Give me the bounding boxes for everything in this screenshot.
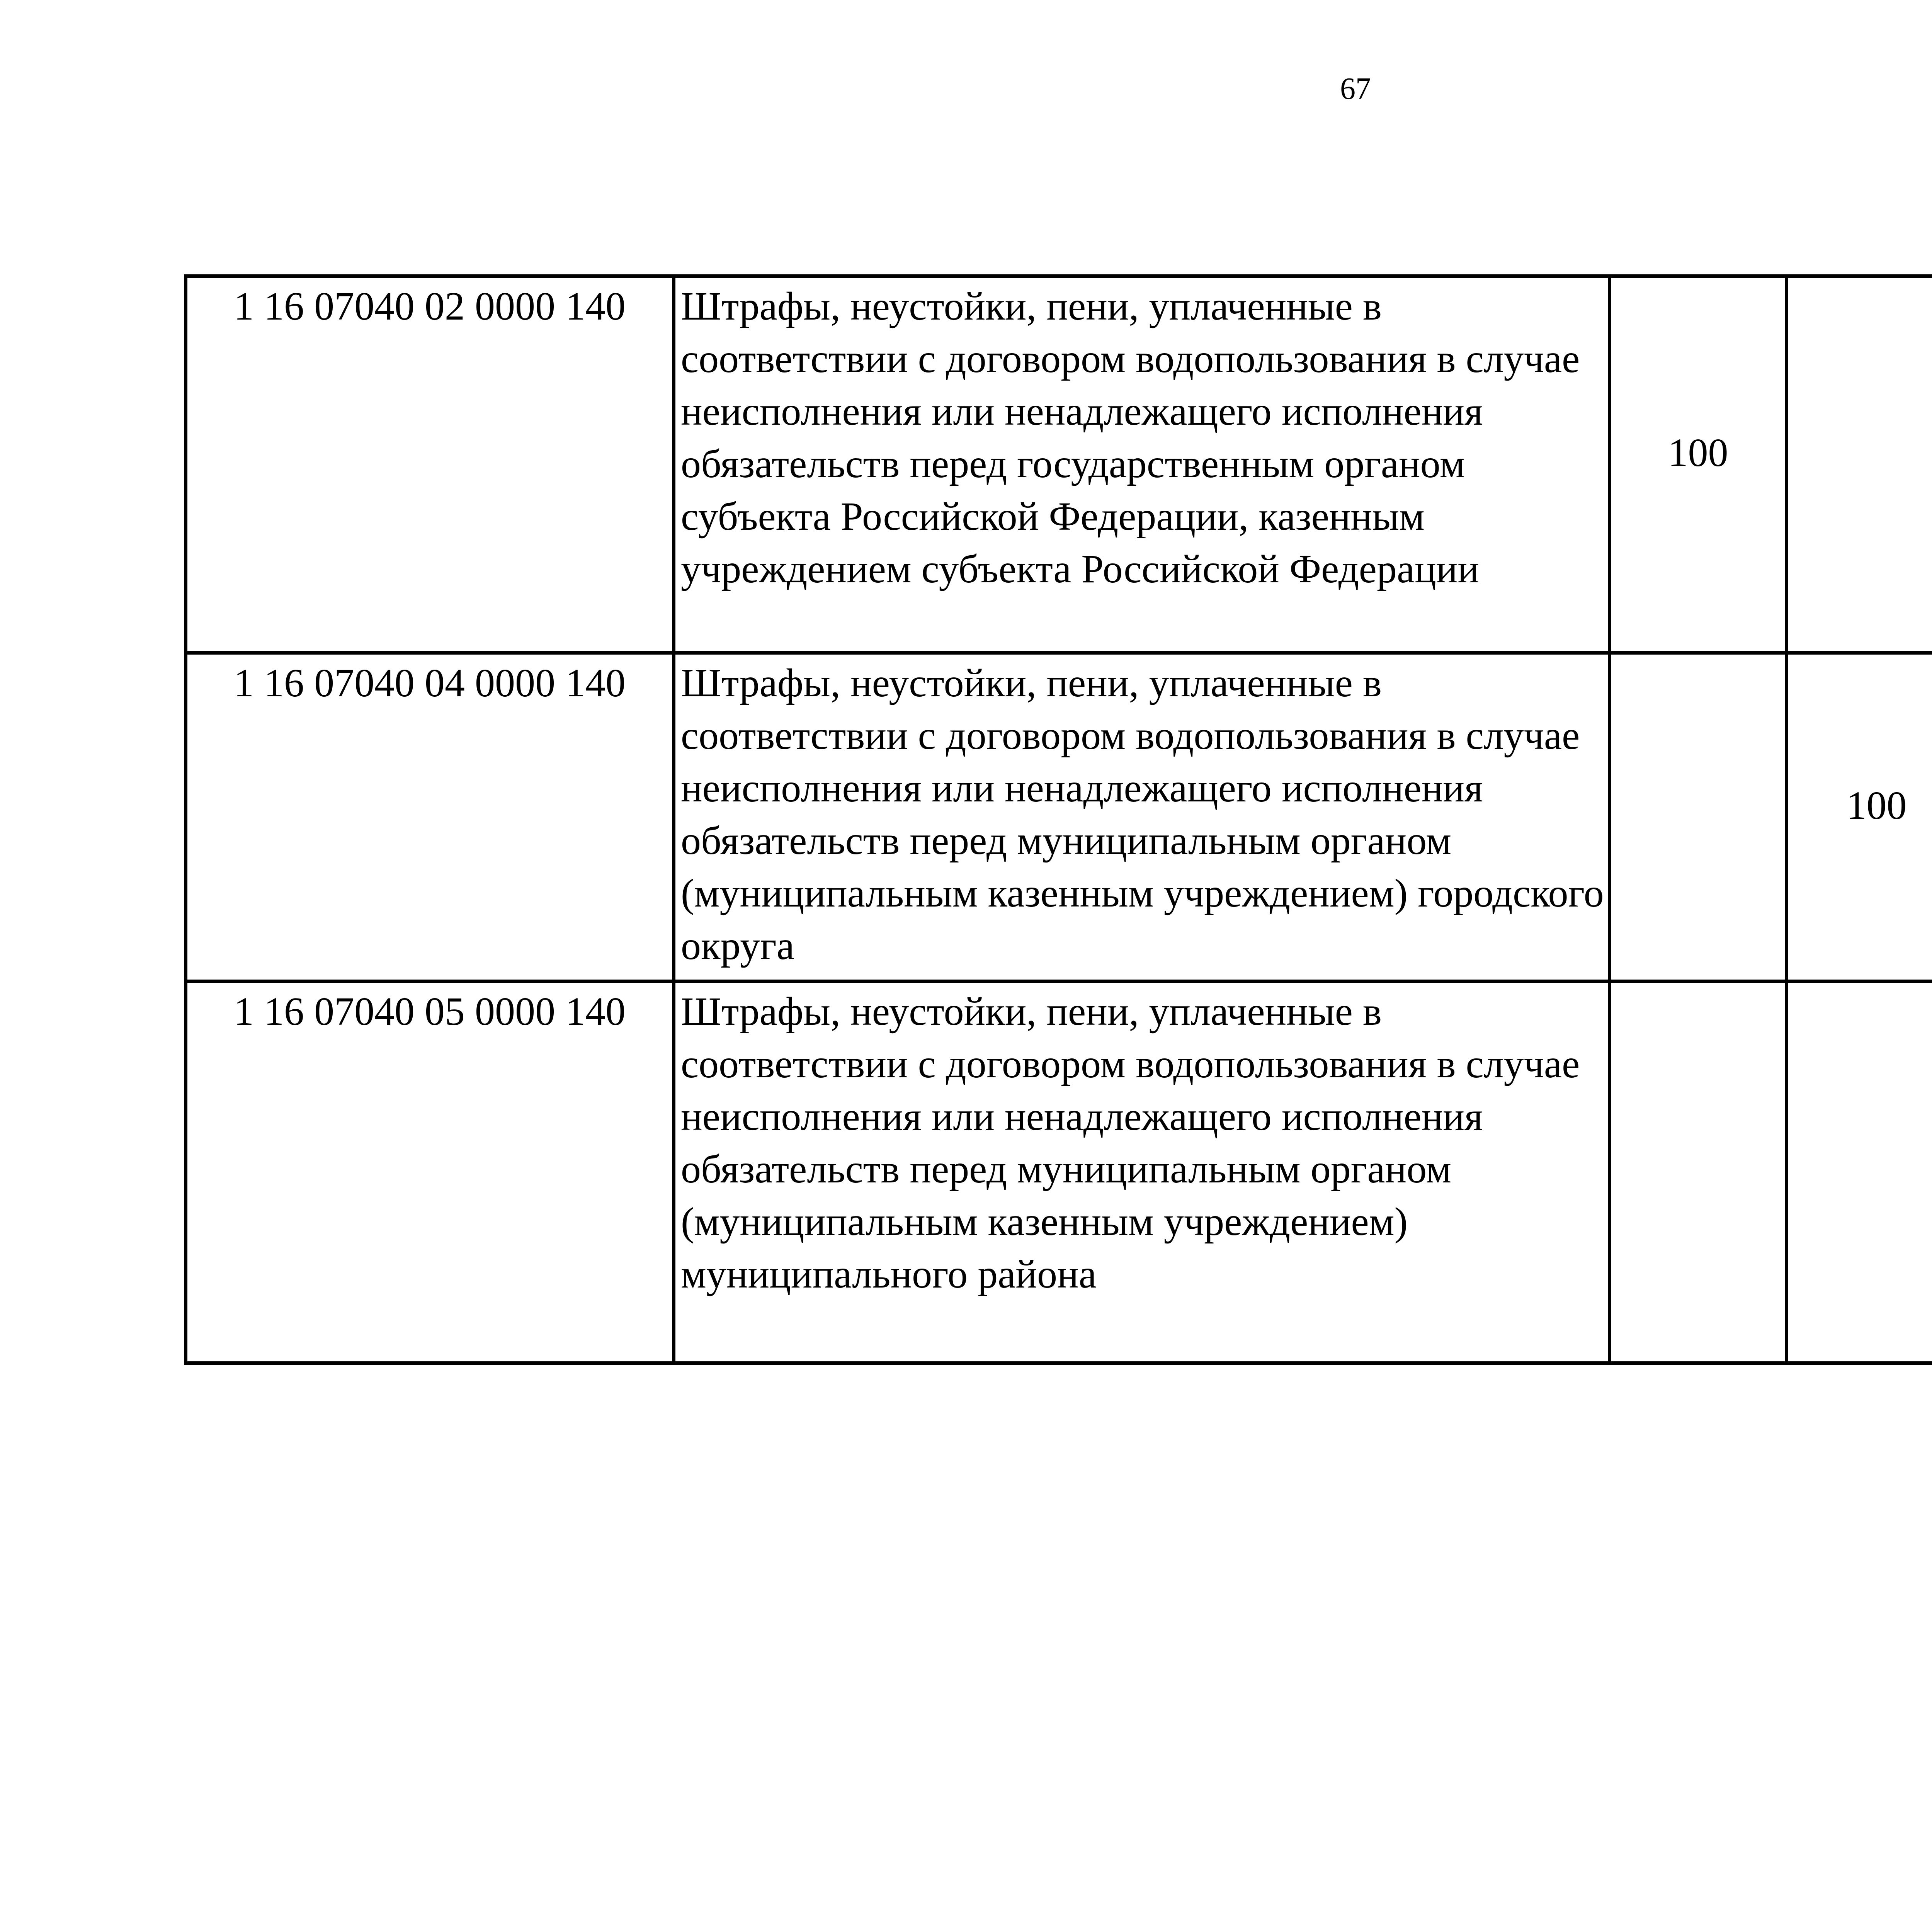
value-cell-2 (1787, 276, 1932, 653)
table-row (186, 653, 1932, 981)
value-cell-1 (1610, 653, 1787, 981)
income-description-cell: Штрафы, неустойки, пени, уплаченные в соответствии с договором водопользования в случае неисполнения или ненадлежащего исполнения обязательств перед муниципальным органом (муниципальным казенным учреждением) муниципального района (674, 981, 1610, 1363)
budget-classification-table (184, 274, 1932, 1365)
value-cell-2: 100 (1787, 653, 1932, 981)
page-number: 67 (1340, 72, 1371, 106)
income-code-cell: 1 16 07040 05 0000 140 (186, 981, 674, 1363)
income-code-cell: 1 16 07040 04 0000 140 (186, 653, 674, 981)
income-code-cell: 1 16 07040 02 0000 140 (186, 276, 674, 653)
table-row (186, 981, 1932, 1363)
income-description-cell: Штрафы, неустойки, пени, уплаченные в соответствии с договором водопользования в случае неисполнения или ненадлежащего исполнения обязательств перед муниципальным органом (муниципальным казенным учреждением) городского округа (674, 653, 1610, 981)
table-row (186, 276, 1932, 653)
value-cell-1 (1610, 981, 1787, 1363)
value-cell-1: 100 (1610, 276, 1787, 653)
value-cell-2 (1787, 981, 1932, 1363)
income-description-cell: Штрафы, неустойки, пени, уплаченные в соответствии с договором водопользования в случае неисполнения или ненадлежащего исполнения обязательств перед государственным органом субъекта Российской Федерации, казенным учреждением субъекта Российской Федерации (674, 276, 1610, 653)
